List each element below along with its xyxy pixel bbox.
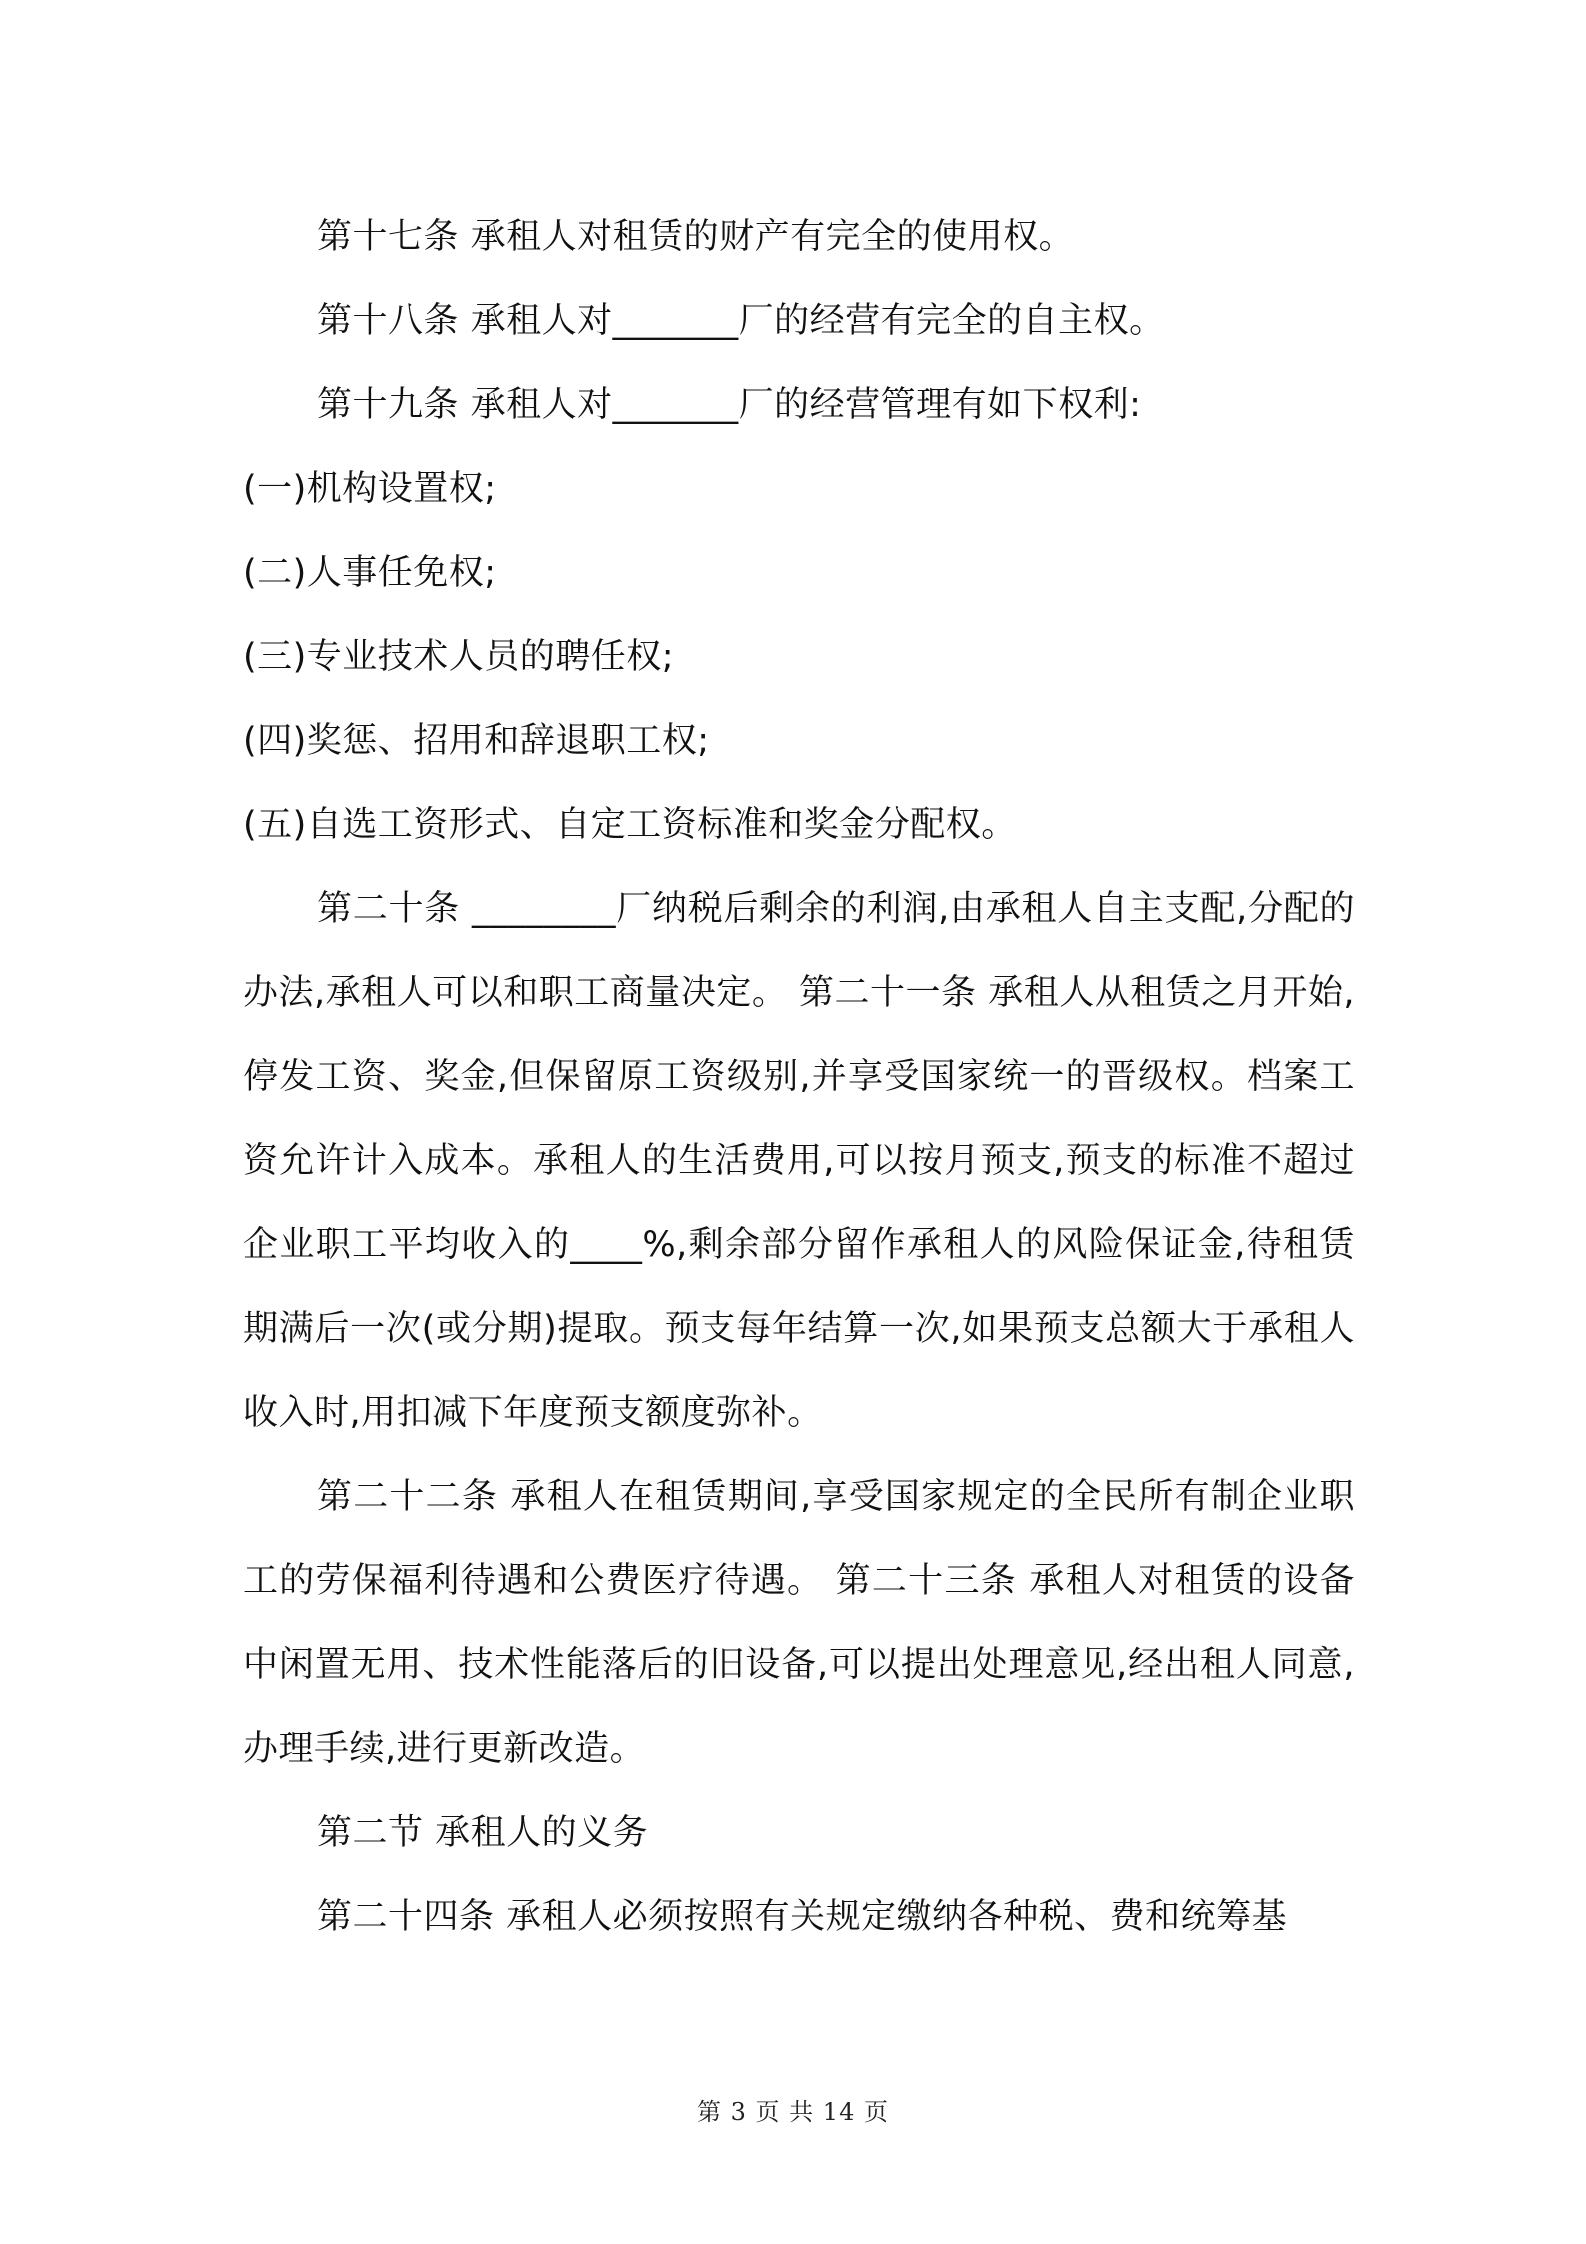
article-17: 第十七条 承租人对租赁的财产有完全的使用权。 [317,217,1075,257]
list-item-1: (一)机构设置权; [243,469,497,509]
list-item-3: (三)专业技术人员的聘任权; [243,637,675,677]
list-item-5: (五)自选工资形式、自定工资标准和奖金分配权。 [243,805,1017,845]
article-22-23: 第二十二条 承租人在租赁期间,享受国家规定的全民所有制企业职工的劳保福利待遇和公费医疗待遇。 第二十三条 承租人对租赁的设备中闲置无用、技术性能落后的旧设备,可以提出处理意见,经出租人同意,办理手续,进行更新改造。 [243,1477,1355,1769]
list-item-2: (二)人事任免权; [243,553,497,593]
document-body [243,195,1355,1959]
list-item-4: (四)奖惩、招用和辞退职工权; [243,721,710,761]
section-heading: 第二节 承租人的义务 [317,1813,649,1853]
article-18: 第十八条 承租人对_______厂的经营有完全的自主权。 [317,301,1165,341]
article-24: 第二十四条 承租人必须按照有关规定缴纳各种税、费和统筹基 [317,1897,1288,1937]
article-20-21: 第二十条 ________厂纳税后剩余的利润,由承租人自主支配,分配的办法,承租人可以和职工商量决定。 第二十一条 承租人从租赁之月开始,停发工资、奖金,但保留原工资级别,并享受国家统一的晋级权。档案工资允许计入成本。承租人的生活费用,可以按月预支,预支的标准不超过企业职工平均收入的____%,剩余部分留作承租人的风险保证金,待租赁期满后一次(或分期)提取。预支每年结算一次,如果预支总额大于承租人收入时,用扣减下年度预支额度弥补。 [243,889,1355,1433]
article-19: 第十九条 承租人对_______厂的经营管理有如下权利: [317,385,1142,425]
page-footer: 第 3 页 共 14 页 [697,2098,889,2126]
